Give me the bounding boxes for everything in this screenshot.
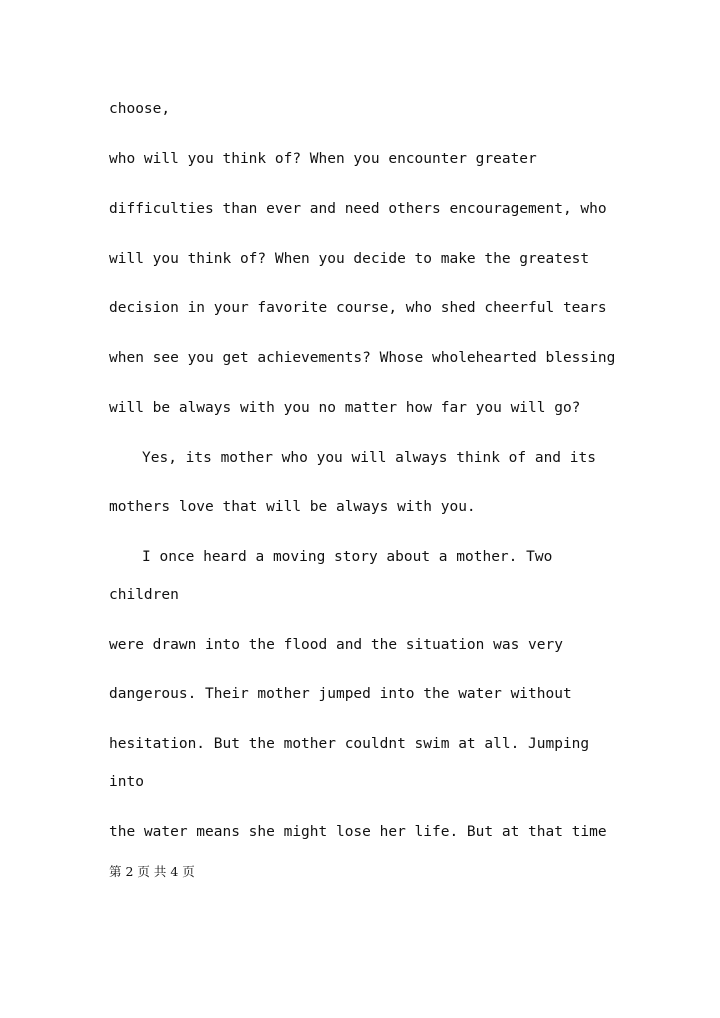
text-line: who will you think of? When you encounter greater bbox=[109, 151, 537, 167]
text-line: were drawn into the flood and the situation was very bbox=[109, 637, 563, 653]
text-line: hesitation. But the mother couldnt swim at all. Jumping bbox=[109, 736, 590, 752]
text-line: difficulties than ever and need others encouragement, who bbox=[109, 201, 607, 217]
text-line: children bbox=[109, 587, 179, 603]
text-line: dangerous. Their mother jumped into the water without bbox=[109, 686, 572, 702]
text-line: when see you get achievements? Whose wholehearted blessing bbox=[109, 350, 616, 366]
text-line: into bbox=[109, 774, 144, 790]
text-line: mothers love that will be always with you. bbox=[109, 499, 476, 515]
text-line: choose, bbox=[109, 101, 171, 117]
text-line: decision in your favorite course, who shed cheerful tears bbox=[109, 300, 607, 316]
page-footer: 第 2 页 共 4 页 bbox=[109, 864, 195, 879]
paragraph-first-line: Yes, its mother who you will always think of and its bbox=[142, 450, 596, 466]
text-line: will be always with you no matter how far you will go? bbox=[109, 400, 581, 416]
text-line: will you think of? When you decide to make the greatest bbox=[109, 251, 590, 267]
paragraph-first-line: I once heard a moving story about a mother. Two bbox=[142, 549, 553, 565]
text-line: the water means she might lose her life. But at that time bbox=[109, 824, 607, 840]
